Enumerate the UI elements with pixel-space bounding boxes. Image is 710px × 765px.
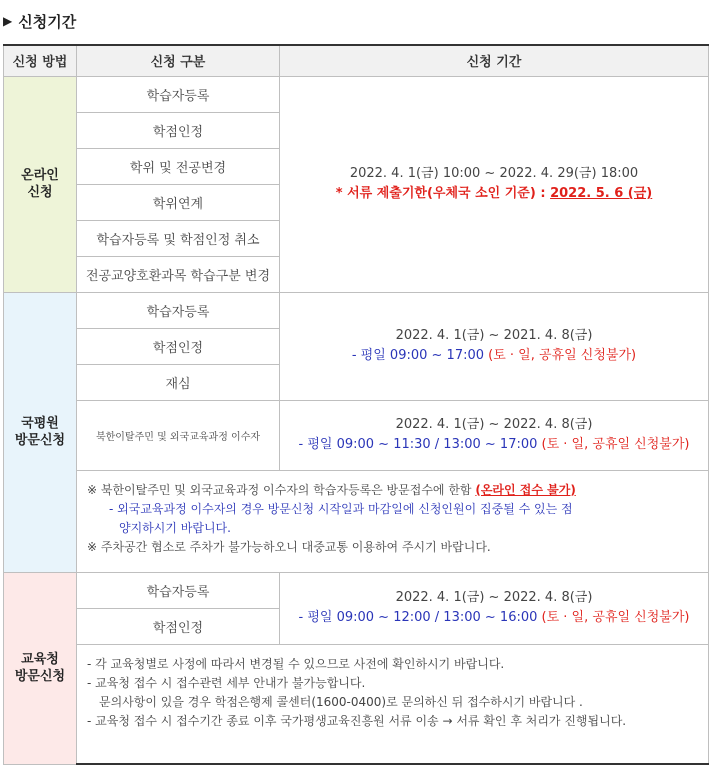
edu-period-line2 xyxy=(280,608,708,628)
nile-note1-red: (온라인 접수 불가) xyxy=(475,482,576,497)
header-category: 신청 구분 xyxy=(77,45,280,76)
online-deadline-date: 2022. 5. 6 (금) xyxy=(550,186,653,201)
online-label: 온라인 신청 xyxy=(21,168,59,200)
edu-period-closed: (토 · 일, 공휴일 신청불가) xyxy=(541,610,690,625)
online-period-cell xyxy=(280,76,709,292)
online-item: 전공교양호환과목 학습구분 변경 xyxy=(77,256,280,292)
nile-period-b-hours: - 평일 09:00 ~ 11:30 / 13:00 ~ 17:00 xyxy=(298,437,542,452)
online-item: 학습자등록 xyxy=(77,76,280,112)
header-row xyxy=(4,45,709,76)
nile-period-b-cell xyxy=(280,400,709,470)
edu-period-cell xyxy=(280,572,709,644)
online-item: 학습자등록 및 학점인정 취소 xyxy=(77,220,280,256)
section-title: 신청기간 xyxy=(18,12,77,31)
edu-notes xyxy=(77,644,709,764)
section-heading xyxy=(3,8,76,34)
online-deadline xyxy=(280,184,708,204)
edu-label: 교육청 방문신청 xyxy=(14,652,66,684)
nile-period-a-hours: - 평일 09:00 ~ 17:00 xyxy=(351,348,489,363)
nile-period-a-line1: 2022. 4. 1(금) ~ 2021. 4. 8(금) xyxy=(395,328,593,343)
nile-notes xyxy=(77,470,709,572)
edu-method-cell xyxy=(4,572,77,764)
nile-note: - 외국교육과정 이수자의 경우 방문신청 시작일과 마감일에 신청인원이 집중될 수 있는 점 xyxy=(109,501,573,516)
nile-item: 학점인정 xyxy=(77,328,280,364)
edu-note: - 교육청 접수 시 접수관련 세부 안내가 불가능합니다. xyxy=(87,675,366,690)
edu-note: - 각 교육청별로 사정에 따라서 변경될 수 있으므로 사전에 확인하시기 바랍니다. xyxy=(87,656,505,671)
nile-item-special: 북한이탈주민 및 외국교육과정 이수자 xyxy=(77,400,280,470)
nile-period-a-cell xyxy=(280,292,709,400)
online-item: 학점인정 xyxy=(77,112,280,148)
nile-period-b-closed: (토 · 일, 공휴일 신청불가) xyxy=(541,437,690,452)
nile-method-cell xyxy=(4,292,77,572)
header-period: 신청 기간 xyxy=(280,45,709,76)
application-period-table xyxy=(3,44,709,765)
online-item: 학위 및 전공변경 xyxy=(77,148,280,184)
triangle-bullet-icon: ▶ xyxy=(3,14,13,28)
edu-note: 문의사항이 있을 경우 학점은행제 콜센터(1600-0400)로 문의하신 뒤 접수하시기 바랍니다 . xyxy=(99,694,583,709)
nile-note: ※ 주차공간 협소로 주차가 불가능하오니 대중교통 이용하여 주시기 바랍니다. xyxy=(87,539,491,554)
edu-item: 학점인정 xyxy=(77,608,280,644)
nile-label: 국평원 방문신청 xyxy=(14,416,66,448)
edu-note: - 교육청 접수 시 접수기간 종료 이후 국가평생교육진흥원 서류 이송 → 서류 확인 후 처리가 진행됩니다. xyxy=(87,713,627,728)
nile-item: 학습자등록 xyxy=(77,292,280,328)
nile-period-b-line2 xyxy=(280,435,708,455)
nile-note xyxy=(87,481,700,500)
nile-period-a-closed: (토 · 일, 공휴일 신청불가) xyxy=(488,348,637,363)
online-deadline-prefix: * 서류 제출기한(우체국 소인 기준) : xyxy=(335,186,551,201)
nile-period-b-line1: 2022. 4. 1(금) ~ 2022. 4. 8(금) xyxy=(395,417,593,432)
edu-period-line1: 2022. 4. 1(금) ~ 2022. 4. 8(금) xyxy=(395,590,593,605)
edu-item: 학습자등록 xyxy=(77,572,280,608)
nile-note1-text: ※ 북한이탈주민 및 외국교육과정 이수자의 학습자등록은 방문접수에 한함 xyxy=(87,482,476,497)
nile-period-a-line2 xyxy=(280,346,708,366)
online-period-line1: 2022. 4. 1(금) 10:00 ~ 2022. 4. 29(금) 18:00 xyxy=(349,166,639,181)
nile-item: 재심 xyxy=(77,364,280,400)
nile-note: 양지하시기 바랍니다. xyxy=(119,520,231,535)
edu-period-hours: - 평일 09:00 ~ 12:00 / 13:00 ~ 16:00 xyxy=(298,610,542,625)
header-method: 신청 방법 xyxy=(4,45,77,76)
online-method-cell xyxy=(4,76,77,292)
online-item: 학위연계 xyxy=(77,184,280,220)
